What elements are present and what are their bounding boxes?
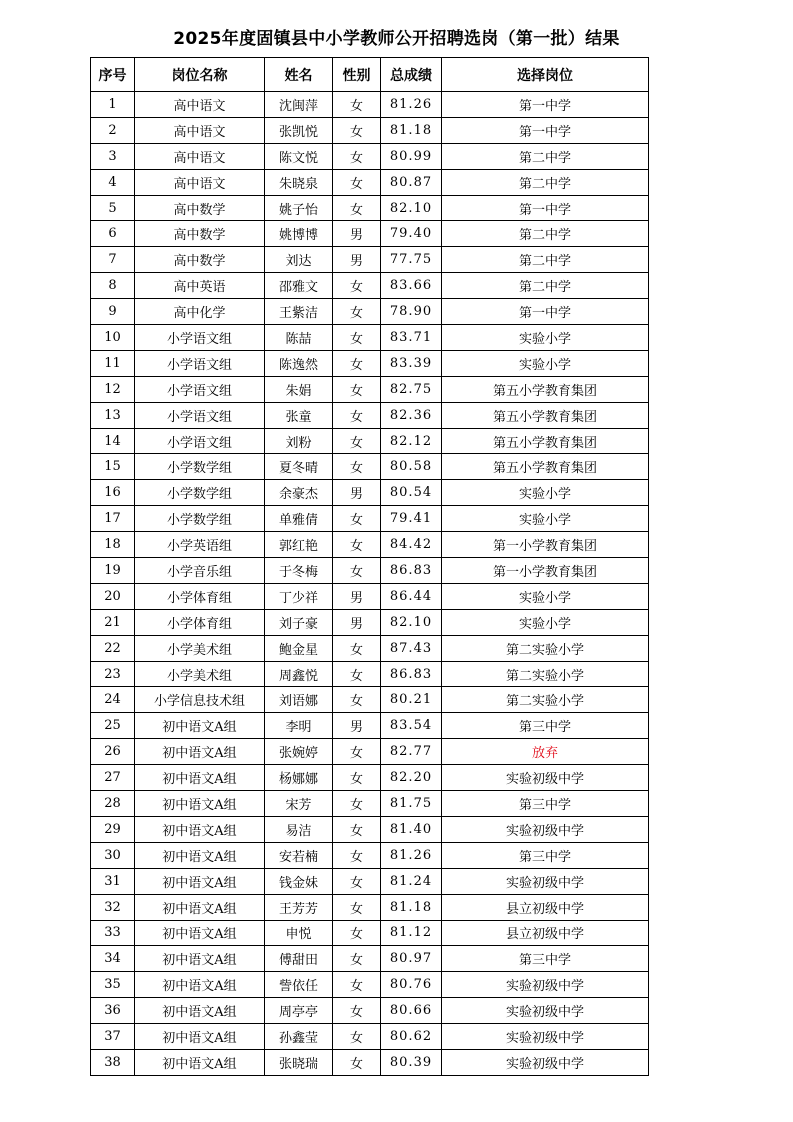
cell-score: 86.83 (381, 558, 442, 584)
cell-index: 34 (91, 946, 135, 972)
cell-position: 初中语文A组 (135, 1049, 265, 1075)
cell-score: 78.90 (381, 299, 442, 325)
cell-name: 张凯悦 (265, 117, 333, 143)
cell-position: 初中语文A组 (135, 842, 265, 868)
cell-chosen-post: 实验初级中学 (442, 816, 649, 842)
cell-score: 84.42 (381, 532, 442, 558)
cell-name: 钱金妹 (265, 868, 333, 894)
cell-gender: 女 (333, 791, 381, 817)
cell-score: 82.10 (381, 609, 442, 635)
cell-index: 28 (91, 791, 135, 817)
cell-name: 余豪杰 (265, 480, 333, 506)
table-row (91, 195, 649, 221)
cell-chosen-post: 实验小学 (442, 350, 649, 376)
cell-name: 宋芳 (265, 791, 333, 817)
cell-name: 周鑫悦 (265, 661, 333, 687)
cell-index: 10 (91, 325, 135, 351)
cell-chosen-post: 实验小学 (442, 480, 649, 506)
cell-index: 8 (91, 273, 135, 299)
cell-index: 35 (91, 972, 135, 998)
cell-score: 80.99 (381, 143, 442, 169)
table-row (91, 221, 649, 247)
cell-position: 小学语文组 (135, 325, 265, 351)
cell-index: 38 (91, 1049, 135, 1075)
cell-chosen-post: 实验小学 (442, 506, 649, 532)
cell-chosen-post: 第二实验小学 (442, 687, 649, 713)
cell-chosen-post: 第三中学 (442, 842, 649, 868)
cell-name: 陈逸然 (265, 350, 333, 376)
cell-gender: 女 (333, 1024, 381, 1050)
cell-position: 小学语文组 (135, 350, 265, 376)
cell-index: 2 (91, 117, 135, 143)
cell-index: 37 (91, 1024, 135, 1050)
cell-gender: 女 (333, 402, 381, 428)
cell-chosen-post: 第二中学 (442, 221, 649, 247)
table-row (91, 946, 649, 972)
cell-name: 刘语娜 (265, 687, 333, 713)
cell-gender: 男 (333, 609, 381, 635)
cell-position: 小学数学组 (135, 454, 265, 480)
cell-name: 姚子怡 (265, 195, 333, 221)
cell-gender: 男 (333, 221, 381, 247)
cell-chosen-post: 第三中学 (442, 713, 649, 739)
cell-position: 高中数学 (135, 221, 265, 247)
cell-position: 高中数学 (135, 247, 265, 273)
cell-score: 83.54 (381, 713, 442, 739)
cell-position: 小学英语组 (135, 532, 265, 558)
cell-gender: 女 (333, 532, 381, 558)
cell-gender: 男 (333, 247, 381, 273)
cell-gender: 女 (333, 558, 381, 584)
cell-score: 81.18 (381, 894, 442, 920)
cell-position: 初中语文A组 (135, 920, 265, 946)
table-row (91, 169, 649, 195)
cell-position: 高中语文 (135, 169, 265, 195)
cell-gender: 女 (333, 117, 381, 143)
cell-score: 83.66 (381, 273, 442, 299)
cell-score: 77.75 (381, 247, 442, 273)
table-row (91, 325, 649, 351)
cell-index: 1 (91, 92, 135, 118)
cell-chosen-post: 实验初级中学 (442, 868, 649, 894)
table-row (91, 402, 649, 428)
cell-name: 孙鑫莹 (265, 1024, 333, 1050)
cell-index: 7 (91, 247, 135, 273)
cell-index: 24 (91, 687, 135, 713)
cell-position: 初中语文A组 (135, 765, 265, 791)
cell-index: 9 (91, 299, 135, 325)
cell-score: 80.62 (381, 1024, 442, 1050)
cell-name: 鲍金星 (265, 635, 333, 661)
cell-score: 81.12 (381, 920, 442, 946)
cell-gender: 女 (333, 687, 381, 713)
header-chosen-post: 选择岗位 (442, 58, 649, 92)
table-row (91, 247, 649, 273)
cell-name: 单雅倩 (265, 506, 333, 532)
cell-score: 80.58 (381, 454, 442, 480)
results-table (90, 57, 649, 1076)
cell-position: 小学语文组 (135, 428, 265, 454)
cell-gender: 女 (333, 765, 381, 791)
cell-chosen-post: 实验初级中学 (442, 1024, 649, 1050)
table-row (91, 454, 649, 480)
cell-score: 81.26 (381, 842, 442, 868)
cell-gender: 女 (333, 868, 381, 894)
cell-chosen-post: 第二中学 (442, 247, 649, 273)
table-row (91, 791, 649, 817)
cell-name: 沈闽萍 (265, 92, 333, 118)
table-row (91, 998, 649, 1024)
cell-chosen-post: 第一中学 (442, 195, 649, 221)
cell-gender: 女 (333, 428, 381, 454)
cell-name: 刘子豪 (265, 609, 333, 635)
table-row (91, 532, 649, 558)
cell-name: 朱晓泉 (265, 169, 333, 195)
cell-chosen-post: 实验初级中学 (442, 1049, 649, 1075)
cell-position: 高中英语 (135, 273, 265, 299)
cell-position: 高中化学 (135, 299, 265, 325)
cell-name: 刘达 (265, 247, 333, 273)
table-row (91, 376, 649, 402)
cell-position: 小学数学组 (135, 506, 265, 532)
cell-name: 张晓瑞 (265, 1049, 333, 1075)
cell-score: 80.39 (381, 1049, 442, 1075)
cell-position: 初中语文A组 (135, 894, 265, 920)
cell-gender: 女 (333, 635, 381, 661)
cell-chosen-post: 第五小学教育集团 (442, 454, 649, 480)
cell-chosen-post: 第二实验小学 (442, 635, 649, 661)
cell-position: 初中语文A组 (135, 972, 265, 998)
cell-index: 12 (91, 376, 135, 402)
cell-position: 初中语文A组 (135, 816, 265, 842)
cell-name: 易洁 (265, 816, 333, 842)
cell-score: 86.83 (381, 661, 442, 687)
cell-position: 小学体育组 (135, 583, 265, 609)
cell-score: 83.39 (381, 350, 442, 376)
cell-chosen-post: 实验初级中学 (442, 972, 649, 998)
cell-chosen-post: 第五小学教育集团 (442, 402, 649, 428)
cell-gender: 男 (333, 583, 381, 609)
table-row (91, 299, 649, 325)
cell-chosen-post: 实验小学 (442, 583, 649, 609)
cell-index: 27 (91, 765, 135, 791)
cell-score: 82.10 (381, 195, 442, 221)
cell-chosen-post: 第二中学 (442, 169, 649, 195)
cell-chosen-post: 放弃 (442, 739, 649, 765)
table-row (91, 894, 649, 920)
cell-position: 高中数学 (135, 195, 265, 221)
cell-score: 79.41 (381, 506, 442, 532)
cell-gender: 女 (333, 325, 381, 351)
table-row (91, 1024, 649, 1050)
cell-index: 33 (91, 920, 135, 946)
cell-index: 21 (91, 609, 135, 635)
table-body (91, 92, 649, 1076)
cell-chosen-post: 第一中学 (442, 299, 649, 325)
cell-gender: 男 (333, 713, 381, 739)
table-row (91, 765, 649, 791)
cell-index: 4 (91, 169, 135, 195)
cell-gender: 女 (333, 920, 381, 946)
cell-gender: 女 (333, 376, 381, 402)
cell-index: 11 (91, 350, 135, 376)
cell-name: 李明 (265, 713, 333, 739)
cell-chosen-post: 第二中学 (442, 273, 649, 299)
cell-gender: 女 (333, 169, 381, 195)
cell-index: 13 (91, 402, 135, 428)
cell-position: 小学语文组 (135, 376, 265, 402)
table-row (91, 868, 649, 894)
cell-gender: 女 (333, 894, 381, 920)
cell-index: 31 (91, 868, 135, 894)
cell-score: 86.44 (381, 583, 442, 609)
cell-position: 小学美术组 (135, 661, 265, 687)
cell-position: 小学信息技术组 (135, 687, 265, 713)
cell-score: 81.18 (381, 117, 442, 143)
cell-score: 87.43 (381, 635, 442, 661)
table-row (91, 558, 649, 584)
table-row (91, 816, 649, 842)
table-row (91, 117, 649, 143)
cell-position: 小学音乐组 (135, 558, 265, 584)
cell-score: 83.71 (381, 325, 442, 351)
header-name: 姓名 (265, 58, 333, 92)
table-row (91, 920, 649, 946)
cell-position: 小学美术组 (135, 635, 265, 661)
cell-chosen-post: 第一小学教育集团 (442, 558, 649, 584)
cell-gender: 女 (333, 661, 381, 687)
table-row (91, 635, 649, 661)
cell-index: 29 (91, 816, 135, 842)
cell-score: 82.36 (381, 402, 442, 428)
cell-name: 陈喆 (265, 325, 333, 351)
cell-position: 初中语文A组 (135, 739, 265, 765)
cell-gender: 女 (333, 739, 381, 765)
cell-score: 80.97 (381, 946, 442, 972)
cell-gender: 女 (333, 998, 381, 1024)
table-row (91, 92, 649, 118)
cell-score: 80.54 (381, 480, 442, 506)
cell-position: 初中语文A组 (135, 998, 265, 1024)
table-row (91, 350, 649, 376)
cell-position: 小学数学组 (135, 480, 265, 506)
cell-gender: 女 (333, 299, 381, 325)
cell-chosen-post: 第三中学 (442, 946, 649, 972)
cell-index: 18 (91, 532, 135, 558)
cell-gender: 女 (333, 1049, 381, 1075)
cell-index: 30 (91, 842, 135, 868)
cell-chosen-post: 县立初级中学 (442, 920, 649, 946)
cell-index: 6 (91, 221, 135, 247)
cell-chosen-post: 实验小学 (442, 609, 649, 635)
cell-score: 80.76 (381, 972, 442, 998)
table-row (91, 972, 649, 998)
cell-chosen-post: 第一中学 (442, 117, 649, 143)
cell-name: 申悦 (265, 920, 333, 946)
cell-gender: 女 (333, 816, 381, 842)
cell-gender: 女 (333, 92, 381, 118)
cell-name: 安若楠 (265, 842, 333, 868)
cell-gender: 女 (333, 972, 381, 998)
cell-position: 初中语文A组 (135, 1024, 265, 1050)
table-row (91, 273, 649, 299)
cell-name: 张婉婷 (265, 739, 333, 765)
header-score: 总成绩 (381, 58, 442, 92)
cell-position: 小学体育组 (135, 609, 265, 635)
table-row (91, 842, 649, 868)
cell-name: 王芳芳 (265, 894, 333, 920)
cell-index: 15 (91, 454, 135, 480)
cell-gender: 女 (333, 195, 381, 221)
cell-index: 5 (91, 195, 135, 221)
cell-score: 79.40 (381, 221, 442, 247)
cell-index: 17 (91, 506, 135, 532)
cell-gender: 女 (333, 842, 381, 868)
cell-chosen-post: 第三中学 (442, 791, 649, 817)
cell-chosen-post: 第五小学教育集团 (442, 428, 649, 454)
table-row (91, 506, 649, 532)
cell-position: 高中语文 (135, 92, 265, 118)
cell-position: 高中语文 (135, 117, 265, 143)
cell-score: 80.21 (381, 687, 442, 713)
table-row (91, 713, 649, 739)
cell-name: 于冬梅 (265, 558, 333, 584)
cell-chosen-post: 实验初级中学 (442, 998, 649, 1024)
cell-gender: 女 (333, 350, 381, 376)
cell-name: 张童 (265, 402, 333, 428)
cell-score: 82.77 (381, 739, 442, 765)
cell-score: 81.26 (381, 92, 442, 118)
cell-name: 夏冬晴 (265, 454, 333, 480)
cell-chosen-post: 第一中学 (442, 92, 649, 118)
cell-name: 王紫洁 (265, 299, 333, 325)
cell-chosen-post: 实验小学 (442, 325, 649, 351)
cell-index: 22 (91, 635, 135, 661)
cell-index: 25 (91, 713, 135, 739)
header-position: 岗位名称 (135, 58, 265, 92)
cell-score: 82.75 (381, 376, 442, 402)
cell-name: 傅甜田 (265, 946, 333, 972)
cell-name: 邵雅文 (265, 273, 333, 299)
cell-index: 16 (91, 480, 135, 506)
cell-gender: 女 (333, 273, 381, 299)
cell-position: 初中语文A组 (135, 713, 265, 739)
cell-index: 36 (91, 998, 135, 1024)
cell-position: 初中语文A组 (135, 791, 265, 817)
cell-score: 81.24 (381, 868, 442, 894)
cell-score: 81.40 (381, 816, 442, 842)
cell-chosen-post: 第一小学教育集团 (442, 532, 649, 558)
table-row (91, 687, 649, 713)
cell-index: 26 (91, 739, 135, 765)
table-row (91, 739, 649, 765)
cell-chosen-post: 第二中学 (442, 143, 649, 169)
cell-name: 刘粉 (265, 428, 333, 454)
cell-score: 80.66 (381, 998, 442, 1024)
cell-index: 32 (91, 894, 135, 920)
cell-position: 小学语文组 (135, 402, 265, 428)
cell-gender: 女 (333, 946, 381, 972)
header-row (91, 58, 649, 92)
cell-position: 初中语文A组 (135, 868, 265, 894)
table-row (91, 1049, 649, 1075)
cell-name: 周亭亭 (265, 998, 333, 1024)
cell-position: 初中语文A组 (135, 946, 265, 972)
cell-chosen-post: 第五小学教育集团 (442, 376, 649, 402)
cell-score: 80.87 (381, 169, 442, 195)
table-row (91, 428, 649, 454)
cell-index: 23 (91, 661, 135, 687)
cell-index: 3 (91, 143, 135, 169)
cell-gender: 女 (333, 506, 381, 532)
cell-score: 81.75 (381, 791, 442, 817)
cell-name: 朱娟 (265, 376, 333, 402)
cell-position: 高中语文 (135, 143, 265, 169)
cell-gender: 女 (333, 454, 381, 480)
cell-name: 丁少祥 (265, 583, 333, 609)
cell-score: 82.12 (381, 428, 442, 454)
cell-chosen-post: 实验初级中学 (442, 765, 649, 791)
table-row (91, 480, 649, 506)
cell-name: 陈文悦 (265, 143, 333, 169)
cell-gender: 男 (333, 480, 381, 506)
cell-index: 19 (91, 558, 135, 584)
cell-index: 14 (91, 428, 135, 454)
cell-chosen-post: 第二实验小学 (442, 661, 649, 687)
table-row (91, 661, 649, 687)
page-title: 2025年度固镇县中小学教师公开招聘选岗（第一批）结果 (173, 29, 620, 49)
cell-name: 姚博博 (265, 221, 333, 247)
table-row (91, 609, 649, 635)
header-gender: 性别 (333, 58, 381, 92)
header-index: 序号 (91, 58, 135, 92)
cell-name: 郭红艳 (265, 532, 333, 558)
cell-name: 訾依任 (265, 972, 333, 998)
cell-index: 20 (91, 583, 135, 609)
table-row (91, 143, 649, 169)
cell-gender: 女 (333, 143, 381, 169)
cell-chosen-post: 县立初级中学 (442, 894, 649, 920)
table-row (91, 583, 649, 609)
cell-score: 82.20 (381, 765, 442, 791)
cell-name: 杨娜娜 (265, 765, 333, 791)
